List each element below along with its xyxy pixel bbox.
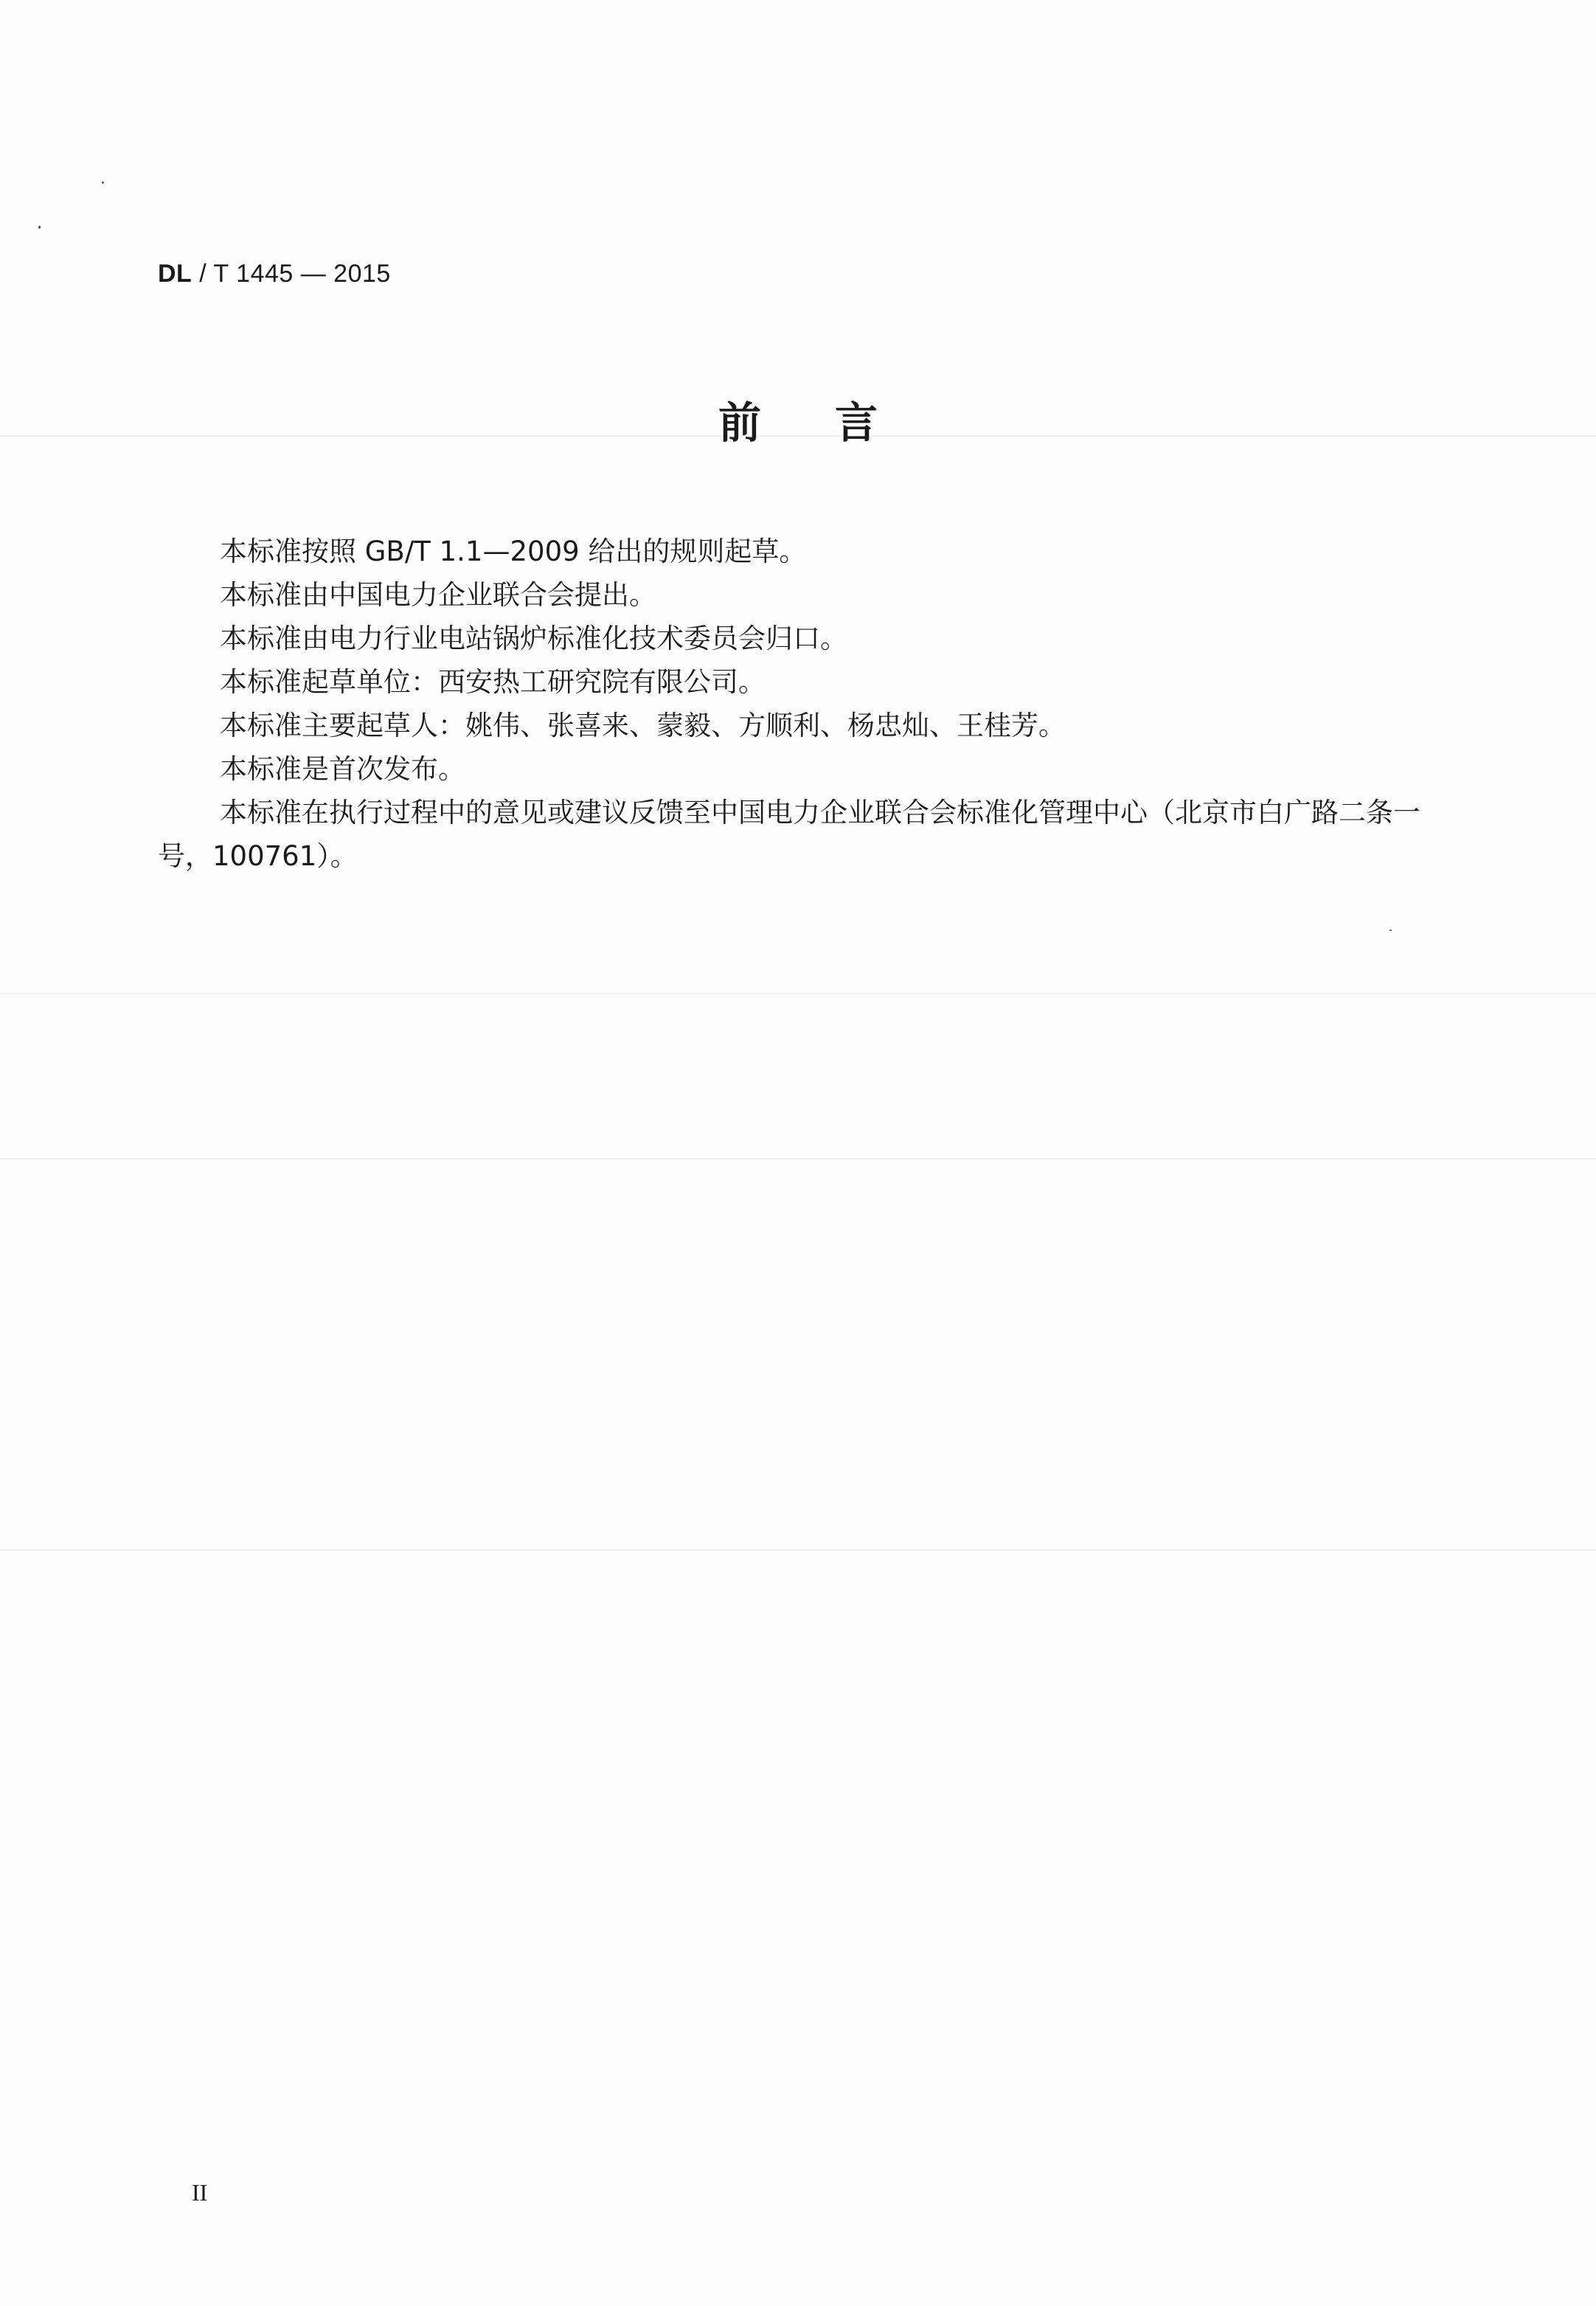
paragraph-drafters: 本标准主要起草人：姚伟、张喜来、蒙毅、方顺利、杨忠灿、王桂芳。 (220, 710, 1066, 741)
paragraph-committee: 本标准由电力行业电站锅炉标准化技术委员会归口。 (220, 623, 847, 654)
scan-speck (1389, 929, 1392, 931)
paragraph-feedback: 本标准在执行过程中的意见或建议反馈至中国电力企业联合会标准化管理中心（北京市白广路二条一号，100761）。 (158, 797, 1420, 872)
scan-artifact (0, 1158, 1596, 1160)
scan-artifact (0, 993, 1596, 994)
preface-body (158, 530, 1463, 878)
scan-artifact (0, 1549, 1596, 1551)
paragraph-first-release: 本标准是首次发布。 (220, 753, 465, 785)
standard-code-number: / T 1445 — 2015 (192, 260, 391, 288)
paragraph-proposer: 本标准由中国电力企业联合会提出。 (220, 579, 656, 611)
scan-speck (38, 226, 41, 229)
preface-title: 前言 (718, 398, 951, 448)
paragraph-drafting-unit: 本标准起草单位：西安热工研究院有限公司。 (220, 666, 766, 698)
standard-code-prefix: DL (158, 260, 192, 288)
paragraph-drafting-rules: 本标准按照 GB/T 1.1—2009 给出的规则起草。 (220, 536, 807, 567)
page-number: II (192, 2179, 208, 2206)
standard-code (158, 260, 391, 288)
scan-speck (102, 181, 104, 184)
